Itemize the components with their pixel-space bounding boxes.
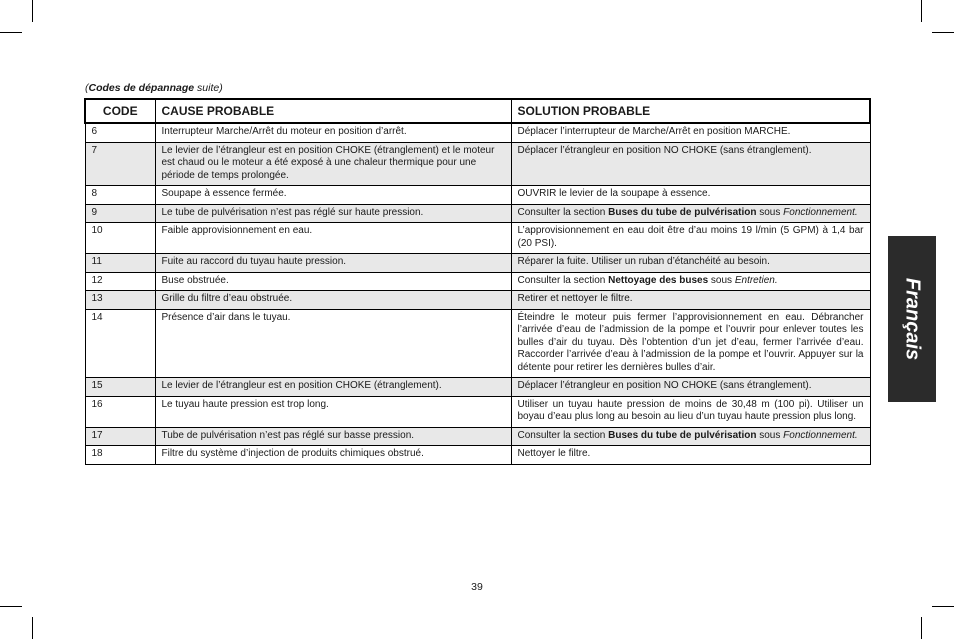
solution-cell: Réparer la fuite. Utiliser un ruban d’étanchéité au besoin. — [511, 254, 870, 273]
crop-mark — [0, 606, 22, 607]
crop-mark — [32, 0, 33, 22]
code-cell: 9 — [85, 204, 155, 223]
table-row — [85, 309, 870, 378]
solution-cell: Déplacer l’étrangleur en position NO CHOKE (sans étranglement). — [511, 142, 870, 186]
cause-cell: Fuite au raccord du tuyau haute pression. — [155, 254, 511, 273]
solution-cell: L’approvisionnement en eau doit être d’au moins 19 l/min (5 GPM) à 1,4 bar (20 PSI). — [511, 223, 870, 254]
crop-mark — [921, 0, 922, 22]
cause-cell: Tube de pulvérisation n’est pas réglé sur basse pression. — [155, 427, 511, 446]
code-cell: 6 — [85, 123, 155, 142]
solution-cell: OUVRIR le levier de la soupape à essence. — [511, 186, 870, 205]
code-cell: 18 — [85, 446, 155, 465]
table-row — [85, 186, 870, 205]
header-code: CODE — [85, 99, 155, 123]
crop-mark — [932, 32, 954, 33]
cause-cell: Interrupteur Marche/Arrêt du moteur en position d’arrêt. — [155, 123, 511, 142]
table-header-row — [85, 99, 870, 123]
code-cell: 16 — [85, 396, 155, 427]
solution-cell: Déplacer l’étrangleur en position NO CHOKE (sans étranglement). — [511, 378, 870, 397]
table-row — [85, 123, 870, 142]
solution-cell: Consulter la section Buses du tube de pulvérisation sous Fonctionnement. — [511, 427, 870, 446]
cause-cell: Soupape à essence fermée. — [155, 186, 511, 205]
table-row — [85, 291, 870, 310]
code-cell: 13 — [85, 291, 155, 310]
cause-cell: Présence d’air dans le tuyau. — [155, 309, 511, 378]
solution-cell: Nettoyer le filtre. — [511, 446, 870, 465]
language-tab-label: Français — [901, 277, 924, 361]
header-cause: CAUSE PROBABLE — [155, 99, 511, 123]
solution-cell: Consulter la section Nettoyage des buses sous Entretien. — [511, 272, 870, 291]
code-cell: 12 — [85, 272, 155, 291]
solution-cell: Éteindre le moteur puis fermer l’approvisionnement en eau. Débrancher l’arrivée d’eau de l’admission de la pompe et l’ouvrir pour enlever toutes les bulles d’air du tuyau. Dès l’obtention d’un jet d’eau, fermer l’arrivée d’eau. Raccorder l’arrivée d’eau à l’admission de la pompe et l’ouvrir. Appuyer sur la détente pour retirer les dernières bulles d’air. — [511, 309, 870, 378]
cause-cell: Le levier de l’étrangleur est en position CHOKE (étranglement). — [155, 378, 511, 397]
table-row — [85, 378, 870, 397]
code-cell: 10 — [85, 223, 155, 254]
page-number: 39 — [471, 581, 483, 593]
table-row — [85, 446, 870, 465]
code-cell: 15 — [85, 378, 155, 397]
code-cell: 8 — [85, 186, 155, 205]
cause-cell: Filtre du système d’injection de produits chimiques obstrué. — [155, 446, 511, 465]
cause-cell: Buse obstruée. — [155, 272, 511, 291]
language-tab — [888, 236, 936, 402]
solution-cell: Déplacer l’interrupteur de Marche/Arrêt en position MARCHE. — [511, 123, 870, 142]
troubleshooting-table — [84, 98, 871, 465]
crop-mark — [0, 32, 22, 33]
cause-cell: Le tube de pulvérisation n’est pas réglé sur haute pression. — [155, 204, 511, 223]
cause-cell: Le tuyau haute pression est trop long. — [155, 396, 511, 427]
code-cell: 7 — [85, 142, 155, 186]
cause-cell: Grille du filtre d’eau obstruée. — [155, 291, 511, 310]
code-cell: 17 — [85, 427, 155, 446]
solution-cell: Consulter la section Buses du tube de pulvérisation sous Fonctionnement. — [511, 204, 870, 223]
cause-cell: Faible approvisionnement en eau. — [155, 223, 511, 254]
table-row — [85, 254, 870, 273]
code-cell: 14 — [85, 309, 155, 378]
header-solution: SOLUTION PROBABLE — [511, 99, 870, 123]
crop-mark — [932, 606, 954, 607]
table-row — [85, 223, 870, 254]
solution-cell: Retirer et nettoyer le filtre. — [511, 291, 870, 310]
table-row — [85, 427, 870, 446]
table-row — [85, 396, 870, 427]
solution-cell: Utiliser un tuyau haute pression de moins de 30,48 m (100 pi). Utiliser un boyau d’eau plus long au besoin au lieu d’un tuyau haute pression plus long. — [511, 396, 870, 427]
cause-cell: Le levier de l’étrangleur est en position CHOKE (étranglement) et le moteur est chaud ou le moteur a été exposé à une chaleur thermique pour une période de temps prolongée. — [155, 142, 511, 186]
crop-mark — [32, 617, 33, 639]
table-row — [85, 142, 870, 186]
table-row — [85, 204, 870, 223]
crop-mark — [921, 617, 922, 639]
table-row — [85, 272, 870, 291]
table-caption: (Codes de dépannage suite) — [85, 82, 223, 94]
code-cell: 11 — [85, 254, 155, 273]
